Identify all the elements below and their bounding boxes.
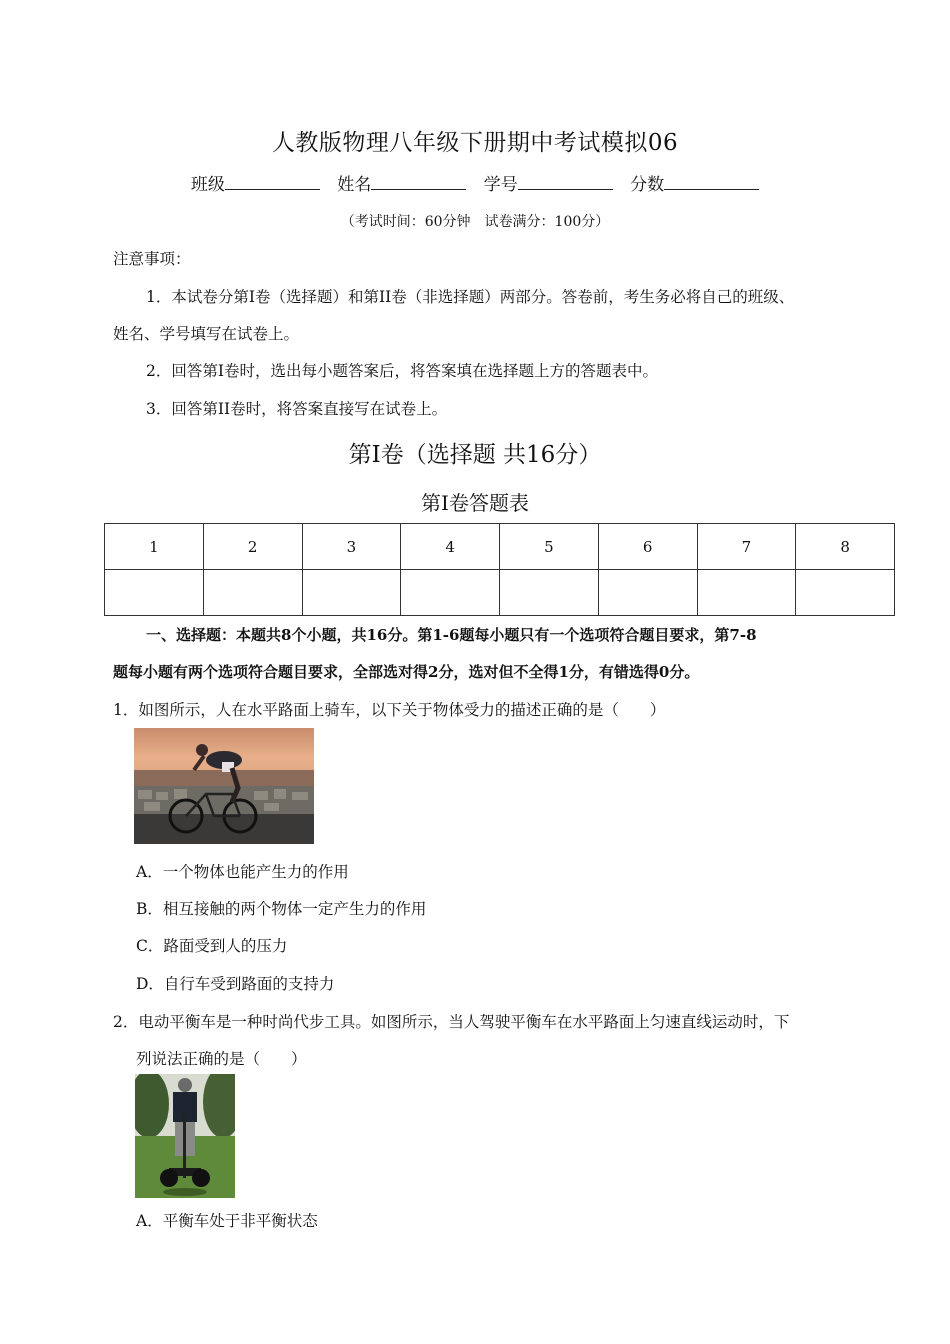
note-3: 3．回答第II卷时，将答案直接写在试卷上。	[146, 400, 448, 418]
field-id	[484, 170, 613, 195]
answer-cell[interactable]	[105, 570, 204, 616]
notes-heading: 注意事项：	[113, 250, 191, 268]
exam-time-info: （考试时间：60分钟 试卷满分：100分）	[340, 214, 610, 230]
answer-col-header: 5	[500, 524, 599, 570]
answer-col-header: 4	[401, 524, 500, 570]
answer-table-header-row	[105, 524, 895, 570]
segway-photo	[135, 1074, 235, 1198]
field-name-blank[interactable]	[371, 175, 466, 190]
segway-image	[135, 1074, 235, 1198]
q2-option-a: A．平衡车处于非平衡状态	[136, 1212, 318, 1230]
field-name	[337, 170, 466, 195]
field-id-label: 学号	[483, 175, 518, 195]
q1-option-d: D．自行车受到路面的支持力	[136, 975, 335, 993]
question-1-stem: 1．如图所示，人在水平路面上骑车，以下关于物体受力的描述正确的是（ ）	[113, 701, 666, 719]
answer-cell[interactable]	[697, 570, 796, 616]
answer-col-header: 3	[302, 524, 401, 570]
answer-cell[interactable]	[796, 570, 895, 616]
section-title: 第I卷（选择题 共16分）	[348, 442, 602, 468]
field-score	[630, 170, 759, 195]
field-score-blank[interactable]	[664, 175, 759, 190]
note-2: 2．回答第I卷时，选出每小题答案后，将答案填在选择题上方的答题表中。	[146, 362, 658, 380]
note-1: 1．本试卷分第I卷（选择题）和第II卷（非选择题）两部分。答卷前，考生务必将自己的班级、	[146, 288, 795, 306]
field-score-label: 分数	[630, 175, 665, 195]
question-2-stem-line-1: 2．电动平衡车是一种时尚代步工具。如图所示，当人驾驶平衡车在水平路面上匀速直线运动时，下	[113, 1013, 790, 1031]
answer-col-header: 2	[203, 524, 302, 570]
answer-col-header: 8	[796, 524, 895, 570]
answer-table	[104, 523, 895, 616]
field-class-blank[interactable]	[225, 175, 320, 190]
question-2-stem-line-2: 列说法正确的是（ ）	[136, 1050, 307, 1068]
cyclist-photo	[134, 728, 314, 844]
q1-option-a: A．一个物体也能产生力的作用	[136, 863, 349, 881]
cyclist-image	[134, 728, 314, 844]
answer-table-title: 第I卷答题表	[421, 491, 529, 515]
student-info-line	[0, 170, 950, 195]
field-class-label: 班级	[190, 175, 225, 195]
answer-cell[interactable]	[598, 570, 697, 616]
q1-option-c: C．路面受到人的压力	[136, 937, 288, 955]
note-1-cont: 姓名、学号填写在试卷上。	[113, 325, 300, 343]
field-id-blank[interactable]	[518, 175, 613, 190]
answer-col-header: 6	[598, 524, 697, 570]
answer-col-header: 1	[105, 524, 204, 570]
answer-table-blank-row	[105, 570, 895, 616]
page-title: 人教版物理八年级下册期中考试模拟06	[271, 130, 679, 156]
q1-option-b: B．相互接触的两个物体一定产生力的作用	[136, 900, 427, 918]
answer-cell[interactable]	[302, 570, 401, 616]
instructions-line-1: 一、选择题：本题共8个小题，共16分。第1-6题每小题只有一个选项符合题目要求，第7-8	[146, 626, 757, 644]
answer-cell[interactable]	[203, 570, 302, 616]
answer-cell[interactable]	[401, 570, 500, 616]
instructions-line-2: 题每小题有两个选项符合题目要求，全部选对得2分，选对但不全得1分，有错选得0分。	[113, 663, 700, 681]
field-class	[191, 170, 320, 195]
answer-cell[interactable]	[500, 570, 599, 616]
field-name-label: 姓名	[337, 175, 372, 195]
answer-col-header: 7	[697, 524, 796, 570]
